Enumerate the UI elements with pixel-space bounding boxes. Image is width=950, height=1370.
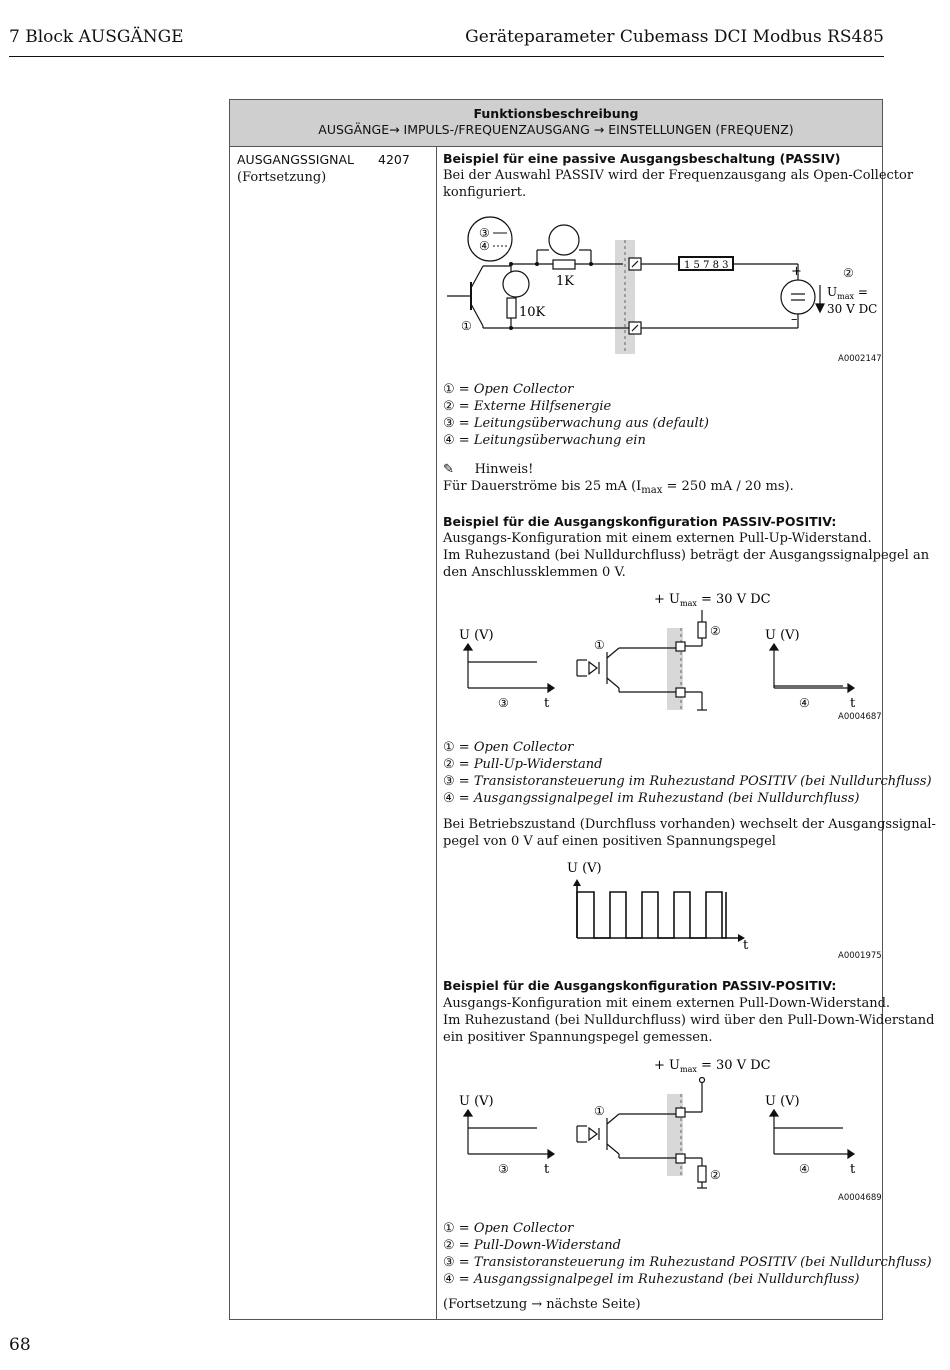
sec3-line1: Ausgangs-Konfiguration mit einem externen Pull-Down-Widerstand.: [443, 996, 891, 1011]
table-header-path: AUSGÄNGE→ IMPULS-/FREQUENZAUSGANG → EINSTELLUNGEN (FREQUENZ): [318, 122, 794, 137]
svg-text:t: t: [850, 696, 856, 711]
label-2: ②: [843, 266, 854, 280]
header-rule: [9, 56, 884, 57]
sec3-line2: Im Ruhezustand (bei Nulldurchfluss) wird über den Pull-Down-Widerstand: [443, 1013, 935, 1028]
label-1: ①: [461, 319, 472, 333]
sec2-figure-id: A0004687: [838, 712, 882, 722]
sec2-title: Beispiel für die Ausgangskonfiguration PASSIV-POSITIV:: [443, 514, 837, 529]
svg-text:+ Umax = 30 V DC: + $U_{max} = 30$ V DC: [654, 592, 771, 608]
svg-text:③: ③: [498, 696, 509, 710]
parameter-note: (Fortsetzung): [237, 170, 327, 185]
pull-down-diagram: [443, 1054, 883, 1194]
continuation-note: (Fortsetzung → nächste Seite): [443, 1297, 641, 1312]
umax-sub: max: [837, 292, 854, 301]
sec3-legend-4: ④ = Ausgangssignalpegel im Ruhezustand (bei Nulldurchfluss): [443, 1272, 860, 1287]
sec1-line1: Bei der Auswahl PASSIV wird der Frequenzausgang als Open-Collector: [443, 168, 914, 183]
sec1-legend-4: ④ = Leitungsüberwachung ein: [443, 433, 646, 448]
svg-text:③: ③: [498, 1162, 509, 1176]
svg-text:④: ④: [799, 1162, 810, 1176]
page-number: 68: [9, 1335, 31, 1355]
label-1k: 1K: [556, 274, 574, 289]
sec1-legend-3: ③ = Leitungsüberwachung aus (default): [443, 416, 709, 431]
sec2-legend-4: ④ = Ausgangssignalpegel im Ruhezustand (bei Nulldurchfluss): [443, 791, 860, 806]
sec1-title: Beispiel für eine passive Ausgangsbeschaltung (PASSIV): [443, 151, 841, 166]
svg-text:②: ②: [710, 624, 721, 638]
svg-text:t: t: [544, 696, 550, 711]
sec2-line2: Im Ruhezustand (bei Nulldurchfluss) beträgt der Ausgangssignalpegel an: [443, 548, 930, 563]
chapter-title: 7 Block AUSGÄNGE: [9, 27, 184, 47]
label-10k: 10K: [519, 305, 546, 320]
pull-up-diagram: [443, 588, 883, 718]
sec2-after-line1: Bei Betriebszustand (Durchfluss vorhanden) wechselt der Ausgangssignal-: [443, 817, 936, 832]
sec2-after-line2: pegel von 0 V auf einen positiven Spannungspegel: [443, 834, 776, 849]
parameter-name: AUSGANGSSIGNAL: [237, 152, 355, 167]
sec3-figure-id: A0004689: [838, 1193, 882, 1203]
sec1-figure-id: A0002147: [838, 354, 882, 364]
parameter-code: 4207: [378, 152, 410, 167]
sec3-legend-2: ② = Pull-Down-Widerstand: [443, 1238, 621, 1253]
svg-text:U (V): U (V): [567, 861, 602, 876]
svg-text:②: ②: [710, 1168, 721, 1182]
umax-eq: =: [854, 285, 868, 299]
svg-text:Umax =: [827, 285, 868, 301]
svg-text:U (V): U (V): [459, 1094, 494, 1109]
sec1-legend-2: ② = Externe Hilfsenergie: [443, 399, 612, 414]
svg-text:U (V): U (V): [765, 1094, 800, 1109]
document-title: Geräteparameter Cubemass DCI Modbus RS485: [465, 27, 884, 47]
note-text: Für Dauerströme bis 25 mA ($I_{max} = 250$ mA / 20 ms).: [443, 479, 794, 496]
sec3-line3: ein positiver Spannungspegel gemessen.: [443, 1030, 713, 1045]
sec2-line1: Ausgangs-Konfiguration mit einem externen Pull-Up-Widerstand.: [443, 531, 872, 546]
svg-text:t: t: [850, 1162, 856, 1177]
sec2-line3: den Anschlussklemmen 0 V.: [443, 565, 626, 580]
svg-text:t: t: [544, 1162, 550, 1177]
sec3-legend-1: ① = Open Collector: [443, 1221, 574, 1236]
svg-text:U (V): U (V): [765, 628, 800, 643]
label-minus: –: [791, 312, 798, 327]
sec1-line2: konfiguriert.: [443, 185, 527, 200]
sec2-legend-3: ③ = Transistoransteuerung im Ruhezustand POSITIV (bei Nulldurchfluss): [443, 774, 932, 789]
svg-text:①: ①: [594, 1104, 605, 1118]
sec2-legend-1: ① = Open Collector: [443, 740, 574, 755]
sec3-title: Beispiel für die Ausgangskonfiguration PASSIV-POSITIV:: [443, 978, 837, 993]
label-plus: +: [791, 264, 802, 279]
table-header: [230, 100, 882, 147]
svg-text:+ Umax = 30 V DC: + $U_{max} = 30$ V DC: [654, 1058, 771, 1074]
sec1-legend-1: ① = Open Collector: [443, 382, 574, 397]
pencil-icon: ✎: [443, 462, 454, 477]
label-3: ③: [479, 226, 490, 240]
wave-figure-id: A0001975: [838, 951, 882, 961]
table-header-title: Funktionsbeschreibung: [473, 106, 639, 121]
volt-label: 30 V DC: [827, 302, 878, 316]
svg-text:U (V): U (V): [459, 628, 494, 643]
sec3-legend-3: ③ = Transistoransteuerung im Ruhezustand POSITIV (bei Nulldurchfluss): [443, 1255, 932, 1270]
pulse-waveform: [560, 856, 760, 956]
passive-circuit-diagram: [443, 210, 883, 360]
note-heading: ✎ Hinweis!: [443, 462, 534, 477]
sec2-legend-2: ② = Pull-Up-Widerstand: [443, 757, 603, 772]
column-divider: [436, 146, 437, 1320]
umax-u: U: [827, 285, 838, 299]
svg-text:④: ④: [799, 696, 810, 710]
label-4: ④: [479, 239, 490, 253]
parameter-cell: [237, 151, 427, 186]
svg-text:①: ①: [594, 638, 605, 652]
terminal-numbers: 1 5 7 8 3: [684, 260, 729, 271]
svg-text:t: t: [743, 938, 749, 953]
